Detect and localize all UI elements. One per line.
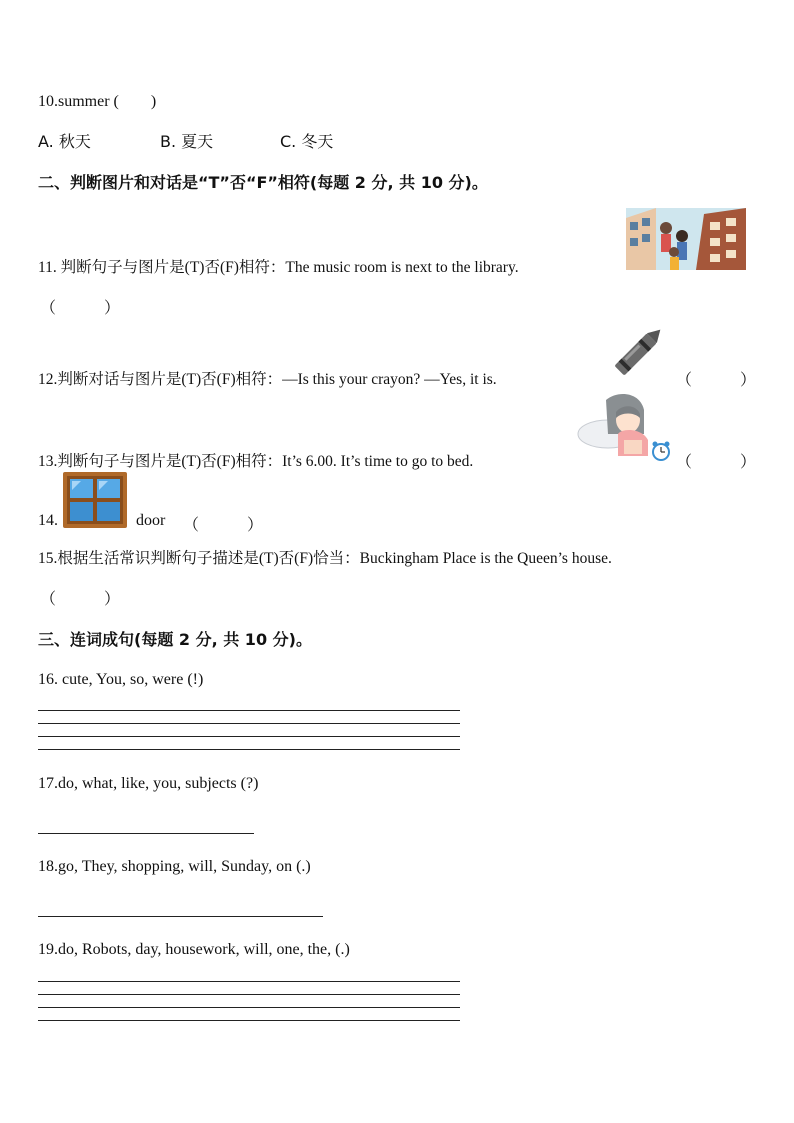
writing-line[interactable]	[38, 1007, 460, 1008]
question-11: 11. 判断句子与图片是(T)否(F)相符：The music room is next to the library.	[38, 259, 519, 276]
writing-line[interactable]	[38, 1020, 460, 1021]
question-19: 19.do, Robots, day, housework, will, one, the, (.)	[38, 941, 350, 958]
answer-blank-15[interactable]: （ ）	[40, 591, 121, 608]
question-10: 10.summer ( )	[38, 93, 157, 110]
question-16: 16. cute, You, so, were (!)	[38, 671, 204, 688]
answer-blank-14[interactable]: （ ）	[183, 517, 264, 534]
section-3-title: 三、连词成句(每题 2 分, 共 10 分)。	[38, 630, 312, 649]
writing-line[interactable]	[38, 916, 323, 917]
writing-line[interactable]	[38, 749, 460, 750]
writing-line[interactable]	[38, 710, 460, 711]
girl-sleeping-alarm-clock-icon	[578, 390, 674, 464]
writing-line[interactable]	[38, 736, 460, 737]
option-b: B. 夏天	[160, 132, 214, 151]
question-14-number: 14.	[38, 512, 58, 529]
section-2-title: 二、判断图片和对话是“T”否“F”相符(每题 2 分, 共 10 分)。	[38, 173, 488, 192]
crayon-icon	[608, 324, 666, 382]
writing-line[interactable]	[38, 723, 460, 724]
question-14-word: door	[136, 512, 166, 529]
writing-line[interactable]	[38, 994, 460, 995]
question-13: 13.判断句子与图片是(T)否(F)相符：It’s 6.00. It’s time to go to bed.	[38, 453, 474, 470]
answer-blank-12[interactable]: （ ）	[676, 372, 757, 389]
option-c: C. 冬天	[280, 132, 334, 151]
question-15: 15.根据生活常识判断句子描述是(T)否(F)恰当：Buckingham Place is the Queen’s house.	[38, 550, 612, 567]
question-17: 17.do, what, like, you, subjects (?)	[38, 775, 259, 792]
window-icon	[63, 472, 127, 528]
answer-blank-11[interactable]: （ ）	[40, 300, 121, 317]
school-building-icon	[626, 208, 746, 270]
option-a: A. 秋天	[38, 132, 91, 151]
answer-blank-13[interactable]: （ ）	[676, 454, 757, 471]
question-12: 12.判断对话与图片是(T)否(F)相符：—Is this your crayon? —Yes, it is.	[38, 371, 497, 388]
writing-line[interactable]	[38, 981, 460, 982]
writing-line[interactable]	[38, 833, 254, 834]
question-18: 18.go, They, shopping, will, Sunday, on (.)	[38, 858, 311, 875]
